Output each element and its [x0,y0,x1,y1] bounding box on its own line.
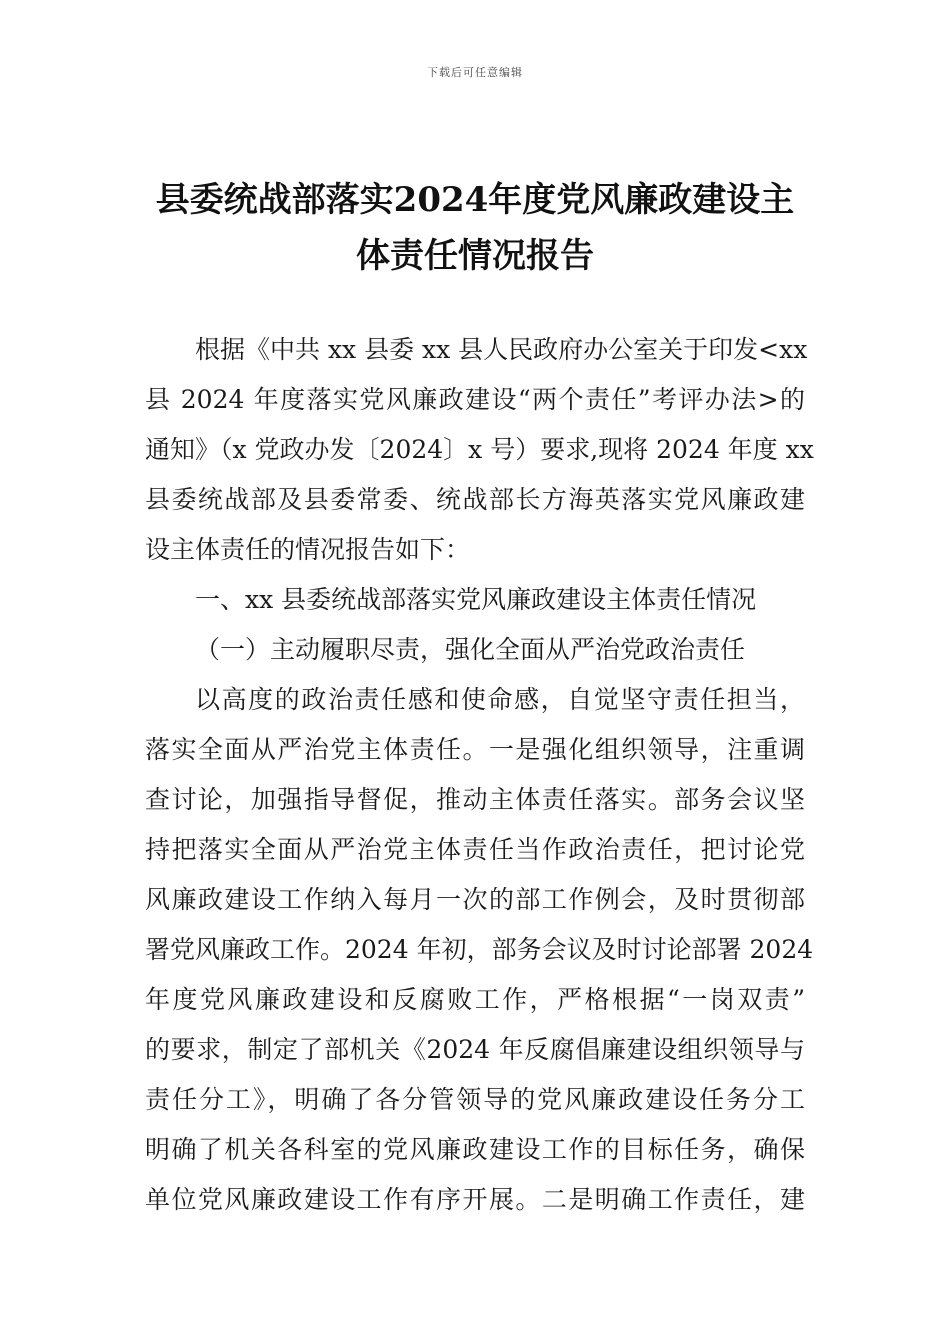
paragraph-line: 落实全面从严治党主体责任。一是强化组织领导，注重调 [145,735,805,764]
paragraph-line: 设主体责任的情况报告如下： [145,535,471,564]
document-title [145,172,805,284]
section-heading: 一、xx 县委统战部落实党风廉政建设主体责任情况 [195,585,757,614]
document-body [145,325,814,1225]
paragraph-line: 以高度的政治责任感和使命感，自觉坚守责任担当， [195,685,805,714]
paragraph-line: 单位党风廉政建设工作有序开展。二是明确工作责任，建 [145,1185,805,1214]
title-line: 县委统战部落实2024年度党风廉政建设主 [155,180,795,220]
title-line: 体责任情况报告 [356,236,594,276]
paragraph-line: 通知》（x 党政办发〔2024〕x 号）要求,现将 2024 年度 xx [145,435,814,464]
paragraph-line: 查讨论，加强指导督促，推动主体责任落实。部务会议坚 [145,785,805,814]
paragraph-line: 持把落实全面从严治党主体责任当作政治责任，把讨论党 [145,835,805,864]
paragraph-line: 根据《中共 xx 县委 xx 县人民政府办公室关于印发<xx [195,335,808,364]
paragraph-line: 署党风廉政工作。2024 年初，部务会议及时讨论部署 2024 [145,935,814,964]
paragraph-line: 县委统战部及县委常委、统战部长方海英落实党风廉政建 [145,485,805,514]
paragraph-line: 明确了机关各科室的党风廉政建设工作的目标任务，确保 [145,1135,805,1164]
paragraph-line: 风廉政建设工作纳入每月一次的部工作例会，及时贯彻部 [145,885,805,914]
paragraph-line: 责任分工》，明确了各分管领导的党风廉政建设任务分工 [145,1085,805,1114]
paragraph-line: 年度党风廉政建设和反腐败工作，严格根据“一岗双责” [145,985,805,1014]
header-note: 下载后可任意编辑 [427,66,523,79]
paragraph-line: 县 2024 年度落实党风廉政建设“两个责任”考评办法>的 [145,385,805,414]
subsection-heading: （一）主动履职尽责，强化全面从严治党政治责任 [195,635,746,664]
paragraph-line: 的要求，制定了部机关《2024 年反腐倡廉建设组织领导与 [145,1035,805,1064]
